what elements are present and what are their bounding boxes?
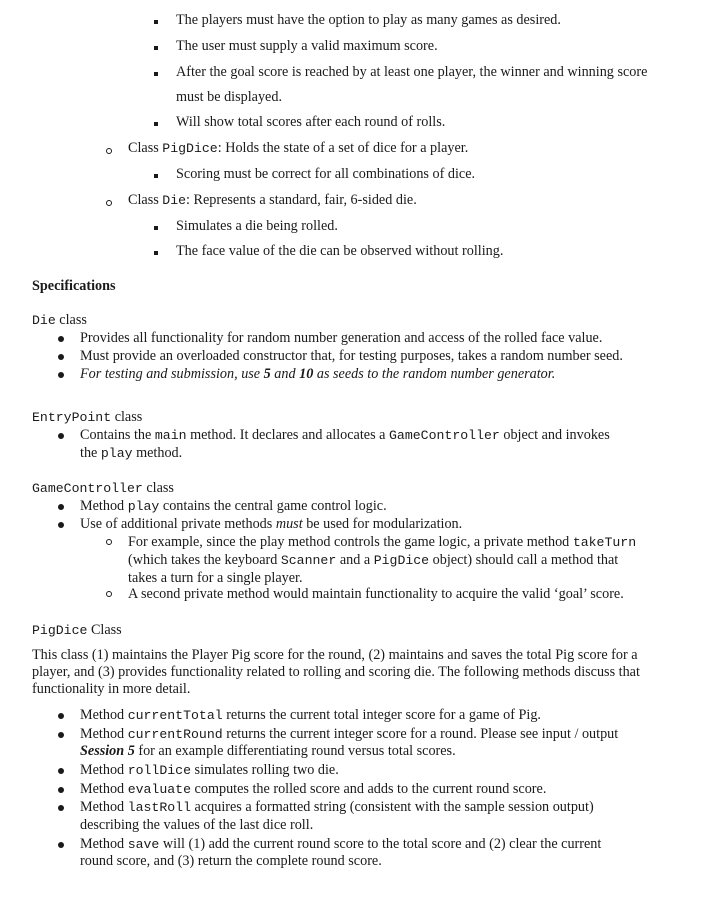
gc-sub-bullet: For example, since the play method controls the game logic, a private method takeTurn: [128, 534, 637, 550]
entrypoint-class-heading: EntryPoint class: [32, 409, 143, 425]
req-bullet: Simulates a die being rolled.: [176, 218, 338, 234]
req-bullet: Scoring must be correct for all combinations of dice.: [176, 166, 476, 182]
pigdice-paragraph: functionality in more detail.: [32, 681, 191, 697]
req-bullet: After the goal score is reached by at least one player, the winner and winning score: [176, 64, 648, 80]
gc-sub-bullet-cont: (which takes the keyboard Scanner and a PigDice object) should call a method that: [128, 552, 619, 568]
pigdice-method-bullet: Method currentTotal returns the current total integer score for a game of Pig.: [80, 707, 541, 723]
die-bullet: Provides all functionality for random number generation and access of the rolled face value.: [80, 330, 603, 346]
pigdice-method-bullet: Method currentRound returns the current integer score for a round. Please see input / output: [80, 726, 619, 742]
entrypoint-bullet: Contains the main method. It declares and allocates a GameController object and invokes: [80, 427, 610, 443]
die-bullet: For testing and submission, use 5 and 10 as seeds to the random number generator.: [80, 366, 556, 382]
gc-sub-bullet-cont: takes a turn for a single player.: [128, 570, 303, 586]
die-bullet: Must provide an overloaded constructor that, for testing purposes, takes a random number seed.: [80, 348, 623, 364]
req-bullet: The user must supply a valid maximum score.: [176, 38, 438, 54]
entrypoint-bullet-cont: the play method.: [80, 445, 183, 461]
gc-bullet: Method play contains the central game control logic.: [80, 498, 387, 514]
pigdice-paragraph: This class (1) maintains the Player Pig score for the round, (2) maintains and saves the total Pig score for a: [32, 647, 638, 663]
pigdice-method-bullet: Method lastRoll acquires a formatted string (consistent with the sample session output): [80, 799, 594, 815]
req-bullet-cont: must be displayed.: [176, 89, 282, 105]
pigdice-method-bullet-cont: Session 5 for an example differentiating round versus total scores.: [80, 743, 456, 759]
pigdice-method-bullet-cont: describing the values of the last dice roll.: [80, 817, 314, 833]
specifications-heading: Specifications: [32, 278, 116, 294]
pigdice-class-heading: PigDice Class: [32, 622, 122, 638]
die-class-heading: Die class: [32, 312, 87, 328]
class-pigdice-line: Class PigDice: Holds the state of a set of dice for a player.: [128, 140, 469, 156]
gamecontroller-class-heading: GameController class: [32, 480, 174, 496]
gc-bullet: Use of additional private methods must be used for modularization.: [80, 516, 463, 532]
class-die-line: Class Die: Represents a standard, fair, 6-sided die.: [128, 192, 417, 208]
pigdice-method-bullet: Method save will (1) add the current round score to the total score and (2) clear the current: [80, 836, 602, 852]
req-bullet: The face value of the die can be observed without rolling.: [176, 243, 504, 259]
pigdice-method-bullet: Method rollDice simulates rolling two die.: [80, 762, 339, 778]
pigdice-paragraph: player, and (3) provides functionality related to rolling and scoring die. The following methods discuss that: [32, 664, 640, 680]
gc-sub-bullet: A second private method would maintain functionality to acquire the valid ‘goal’ score.: [128, 586, 624, 602]
req-bullet: The players must have the option to play as many games as desired.: [176, 12, 561, 28]
pigdice-method-bullet: Method evaluate computes the rolled score and adds to the current round score.: [80, 781, 547, 797]
req-bullet: Will show total scores after each round of rolls.: [176, 114, 446, 130]
pigdice-method-bullet-cont: round score, and (3) return the complete round score.: [80, 853, 382, 869]
